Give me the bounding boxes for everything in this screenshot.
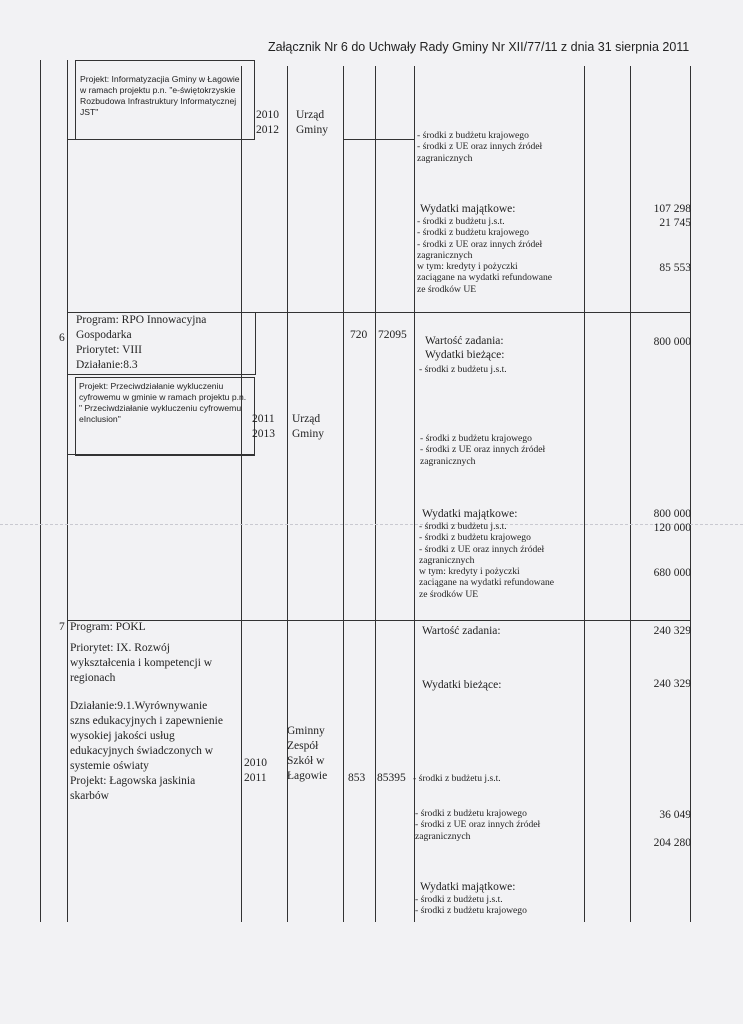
unit-1: Urząd Gminy	[296, 109, 328, 136]
program-7: Program: POKL Priorytet: IX. Rozwój wykształcenia i kompetencji w regionach Działanie:9.1.Wyrównywanie szns edukacyjnych i zapewnienie wysokiej jakości usług edukacyjnych świadczonych w systemie oświaty Projekt: Łagowska jaskinia skarbów	[70, 621, 223, 802]
task-value-7: 240 329	[653, 625, 691, 637]
col-line-7	[414, 66, 415, 922]
section-6: 720	[350, 329, 368, 341]
scan-fold-line	[0, 524, 743, 525]
amount-7-eu: 204 280	[653, 837, 691, 849]
amount-1-capital: 107 298	[653, 203, 691, 215]
years-7: 2010 2011	[244, 757, 267, 784]
capital-items-1: Wydatki majątkowe: - środki z budżetu j.s.t. - środki z budżetu krajowego - środki z UE oraz innych źródeł zagranicznych w tym: kredyty i pożyczki zaciągane na wydatki refundowane ze środków UE	[417, 203, 553, 295]
capital-items-7: Wydatki majątkowe: - środki z budżetu j.s.t. - środki z budżetu krajowego	[415, 881, 527, 917]
unit-7: Gminny Zespół Szkół w Łagowie	[287, 725, 328, 782]
col-line-3	[241, 66, 242, 922]
amount-7-national: 36 049	[659, 809, 691, 821]
task-value-label-7: Wartość zadania:	[422, 625, 501, 637]
page-header: Załącznik Nr 6 do Uchwały Rady Gminy Nr XII/77/11 z dnia 31 sierpnia 2011	[268, 40, 690, 54]
years-1: 2010 2012	[256, 109, 279, 136]
years-6: 2011 2013	[252, 413, 275, 440]
col-line-1	[40, 60, 41, 922]
col-line-8	[584, 66, 585, 922]
amount-1-jst: 21 745	[659, 217, 691, 229]
col-line-9	[630, 66, 631, 922]
project-desc-6: Projekt: Przeciwdziałanie wykluczeniu cyfrowemu w gminie w ramach projektu p.n. " Przeciwdziałanie wykluczeniu cyfrowemu eInclusion"	[79, 381, 247, 424]
col-line-2	[67, 60, 68, 922]
current-items-7: - środki z budżetu krajowego - środki z UE oraz innych źródeł zagranicznych	[415, 808, 541, 842]
current-value-7: 240 329	[653, 678, 691, 690]
current-items-6: - środki z budżetu krajowego - środki z UE oraz innych źródeł zagranicznych	[420, 433, 546, 467]
capital-items-6: Wydatki majątkowe: - środki z budżetu j.s.t. - środki z budżetu krajowego - środki z UE oraz innych źródeł zagranicznych w tym: kredyty i pożyczki zaciągane na wydatki refundowane ze środków UE	[419, 508, 555, 600]
col-line-4	[287, 66, 288, 922]
unit-6: Urząd Gminy	[292, 413, 324, 440]
amount-6-capital: 800 000	[653, 508, 691, 520]
program-6: Program: RPO Innowacyjna Gospodarka Priorytet: VIII Działanie:8.3	[76, 314, 207, 371]
task-header-6: Wartość zadania: Wydatki bieżące: - środki z budżetu j.s.t.	[419, 335, 507, 375]
task-value-6: 800 000	[653, 336, 691, 348]
section-7: 853	[348, 772, 366, 784]
amount-1-eu: 85 553	[659, 262, 691, 274]
amount-6-eu: 680 000	[653, 567, 691, 579]
col-line-5	[343, 66, 344, 922]
jst-item-7: - środki z budżetu j.s.t.	[413, 773, 501, 784]
col-line-10	[690, 66, 691, 922]
amount-6-jst: 120 000	[653, 522, 691, 534]
project-desc-1: Projekt: Informatyzacjia Gminy w Łagowie w ramach projektu p.n. "e-świętokrzyskie Rozbudowa Infrastruktury Informatycznej JST"	[80, 74, 240, 117]
col-line-6	[375, 66, 376, 922]
row-number-7: 7	[59, 621, 65, 633]
chapter-7: 85395	[377, 772, 406, 784]
current-label-7: Wydatki bieżące:	[422, 679, 502, 691]
row-number-6: 6	[59, 332, 65, 344]
chapter-6: 72095	[378, 329, 407, 341]
current-items-1: - środki z budżetu krajowego - środki z UE oraz innych źródeł zagranicznych	[417, 130, 543, 164]
row-line-2	[343, 139, 414, 140]
